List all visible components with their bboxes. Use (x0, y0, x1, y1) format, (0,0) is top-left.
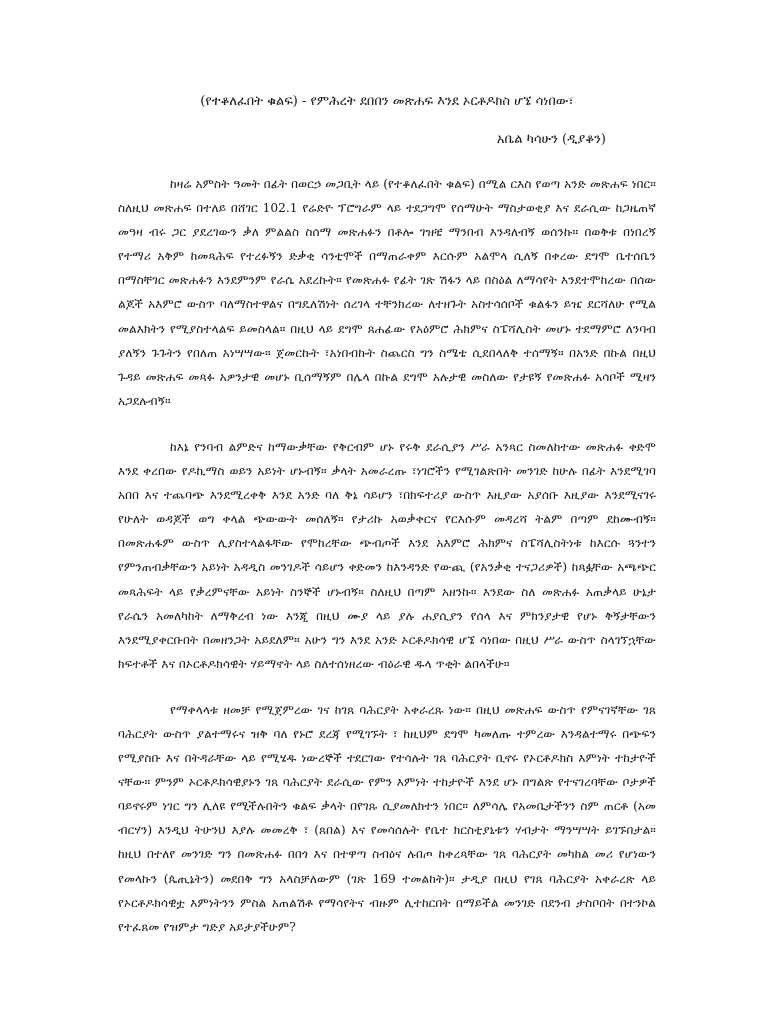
document-title: (የተቆለፈበት ቁልፍ) - የምሕረት ደበበን መጽሐፍ እንደ ኦርቶዶክስ ሆኜ ሳነበው፣ (200, 94, 574, 109)
author-byline: አቤል ካሳሁን (ዲያቆን) (496, 132, 606, 147)
paragraph: ከዛሬ አምስት ዓመት በፊት በወርኃ መጋቢት ላይ (የተቆለፈበት ቁልፍ) በሚል ርእስ የወጣ አንድ መጽሐፍ ነበር። ስለዚህ መጽሐፍ በተለይ በሸገር 102.1 የሬድዮ ፕሮግራም ላይ ተደጋግሞ የሰማሁት ማስታወቂያ እና ደራሲው ከጋዜጠኛ መዓዛ ብሩ ጋር ያደረገውን ቃለ ምልልስ ስሰማ መጽሐፉን በቶሎ ገዝቼ ማንበብ እንዳለብኝ ወሰንኩ። በወቅቱ በነበረኝ የተማሪ አቅም ከመጻሕፍ የተረፉኝን ድቃቂ ሳንቲሞች በማጠራቀም እርሱም አልሞላ ሲለኝ በቀረው ደግሞ ቤተሰቤን በማስቸገር መጽሐፉን እንደምንም የራሴ አደረኩት። የመጽሐፉ የፊት ገጽ ሽፋን ላይ በስዕል ለማሳየት እንደተሞከረው በሰው ልጆች አእምሮ ውስጥ ባለማስተዋልና በግዴለሽነት ሰረገላ ተቸንክረው ለተዘጉት አስተሳሰቦች ቁልፋን ይዤ ደርሻለሁ የሚል መልእክትን የሚያስተላልፍ ይመስላል። በዚህ ላይ ደግሞ ጸሐፊው የአዕምሮ ሕክምና ስፔሻሊስት መሆኑ ተደማምሮ ለንባብ ያለኝን ጉጉትን የበለጠ አነሣሣው። ጀመርኩት ፣አነበብኩት ስጨርስ ግን ስሜቴ ሲደበላለቅ ተሰማኝ። በአንድ በኩል በዚህ ጉዳይ መጽሐፍ መጻፉ አዎንታዊ መሆኑ ቢሰማኝም በሌላ በኩል ደግሞ አሉታዊ መስለው የታዩኝ የመጽሐፉ አሳቦች ሚዛን አጋደሉብኝ። (118, 177, 656, 408)
paragraph: ከእኔ የንባብ ልምድና ከማውቃቸው የቅርብም ሆኑ የሩቅ ደራሲያን ሥራ አንጻር ስመለከተው መጽሐፉ ቀድሞ እንደ ቀረበው የዶኪማስ ወይን አይነት ሆኑብኝ። ቃላት አመራረጡ ፣ነገሮችን የሚገልጽበት መንገድ ከሁሉ በፊት እንደሚገባ አበበ እና ተጨባጭ እንደሚረቀቅ እንደ አንድ ባለ ቅኔ ሳይሆን ፣በክፍተሪያ ውስጥ እዚያው አያሰቡ እዚያው እንደሚናገሩ የሁለት ወዳጆች ወግ ቀላል ጭውውት መሰለኝ። የታሪኩ አወቃቀርና የርእሱም መዳረሻ ትልም በጣም ደከሙብኝ። በመጽሐፋም ውስጥ ሊያስተላልፋቸው የሞከረቸው ጭብጦች እንደ አእምሮ ሕክምና ስፔሻሊስትነቱ ከእርሱ ጓንተን የምንጠብቃቸውን አይነት አዳዲስ መንገዶች ሳይሆን ቀድመን ከእንዳንድ የውጪ (የአንቃቂ ተናጋሪዎች) ከጻፏቸው አጫጭር መጻሕፍት ላይ የቃረምናቸው አይነት ስንኞች ሆኑብኝ። ስለዚህ በጣም አዘንኩ። እንደው ስለ መጽሐፉ አጠቃላይ ሁኔታ የራሴን አመለካከት ለማቅረብ ነው እንጂ በዚህ ሙያ ላይ ያሉ ሐያሲያን የሰላ እና ምክንያታዊ የሆኑ ቅኝታቸውን እንደሚያቀርቡበት በመዘንጋት አይደለም። አሁን ግን እንደ አንድ ኦርቶዶክሳዊ ሆኜ ሳነበው በዚህ ሥራ ውስጥ ስላገኘኋቸው ክፍተቶች እና በኦርቶዶክሳዊት ሃይማኖት ላይ ስለተሰነዘረው ብዕራዊ ዱላ ጥቂት ልበላችሁ። (118, 439, 656, 671)
paragraph: የማቀላላቱ ዘመቻ የሚጀምረው ገና ከገጸ ባሕርያት አቀራረጹ ነው። በዚህ መጽሐፍ ውስጥ የምናገኛቸው ገጸ ባሕርያት ውስጥ ያልተማሩና ዝቅ ባለ የኑሮ ደረጃ የሚገኙት ፣ ከዚህም ደግሞ ካመለጡ ተምረው እንዳልተማሩ በጭፍን የሚያስቡ እና በትዳራቸው ላይ የሚሄዱ ነውረኞች ተደርገው የተሳሉት ገጸ ባሕርያት ቢኖሩ የኦርቶዶክስ እምነት ተከታዮች ናቸው። ምንም ኦርቶዶክሳዊያኑን ገጸ ባሕርያት ደራሲው የምን እምነት ተከታዮች እንደ ሆኑ በግልጽ የተናገረባቸው ቦታዎች ባይኖሩም ነገር ግን ሊለዩ የሚችሉበትን ቁልፍ ቃላት በየገጹ ሲያመለክተን ነበር። ለምሳሌ የአመቤታችንን ስም ጠርቶ (አመ ብርሃን) እንዲህ ትሁንህ እያሉ መመረቅ ፣ (ጸበል) እና የመሳሰሉት የቤተ ክርስቲያኒቱን ሃብታት ማንሣሣት ይገኙበታል። ከዚህ በተለየ መንገድ ግን በመጽሐፉ በበጎ እና በተዋጣ ስብዕና ሉበጦ ከቀረጻቸው ገጸ ባሕርያት መካከል መሪ የሆነውን የመላኩን (ጴጢኔትን) መደበቅ ግን አላስቻለውም (ገጽ 169 ተመልከት)። ታዲያ በዚህ የገጸ ባሕርያት አቀራረጽ ላይ የኦርቶዶክሳዊቷ እምነትንን ምስል አጠልሽቶ የማሳየትና ብዙም ሊተከርበት በማይችል መንገድ በደንብ ታስቦበት በተንኮል የተፈጸመ የዝምታ ግድያ አይታያችሁም? (118, 702, 656, 934)
